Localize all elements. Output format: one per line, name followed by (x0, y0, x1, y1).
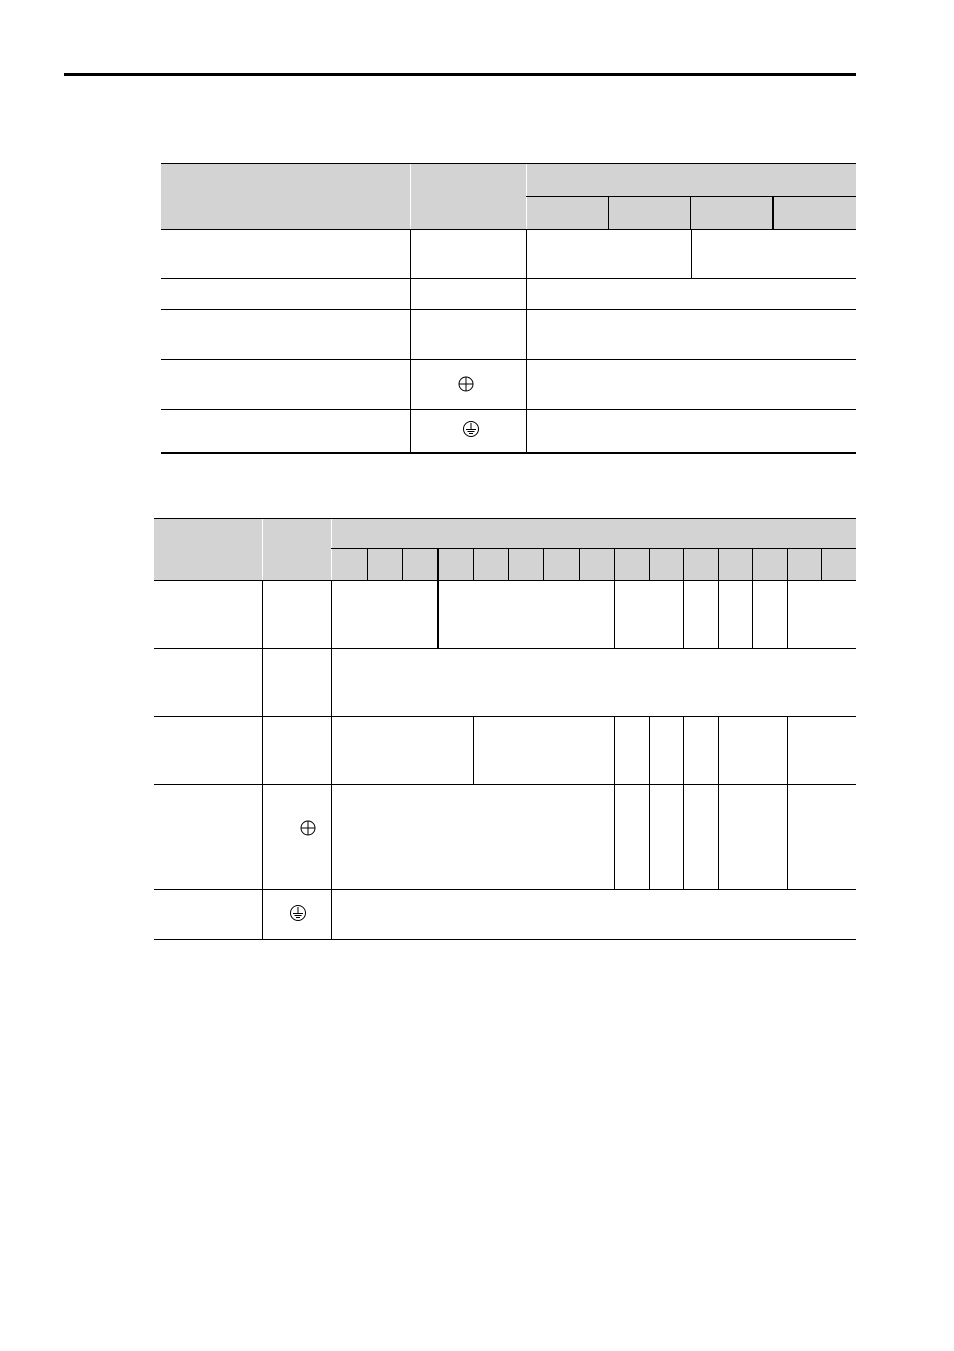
protective-earth-circle-plus-icon (299, 819, 317, 837)
table-row (154, 648, 856, 649)
table-row (154, 889, 856, 890)
table-row (154, 716, 856, 717)
table-row (154, 784, 856, 785)
table-2-header (154, 518, 856, 581)
ground-icon (289, 904, 307, 922)
